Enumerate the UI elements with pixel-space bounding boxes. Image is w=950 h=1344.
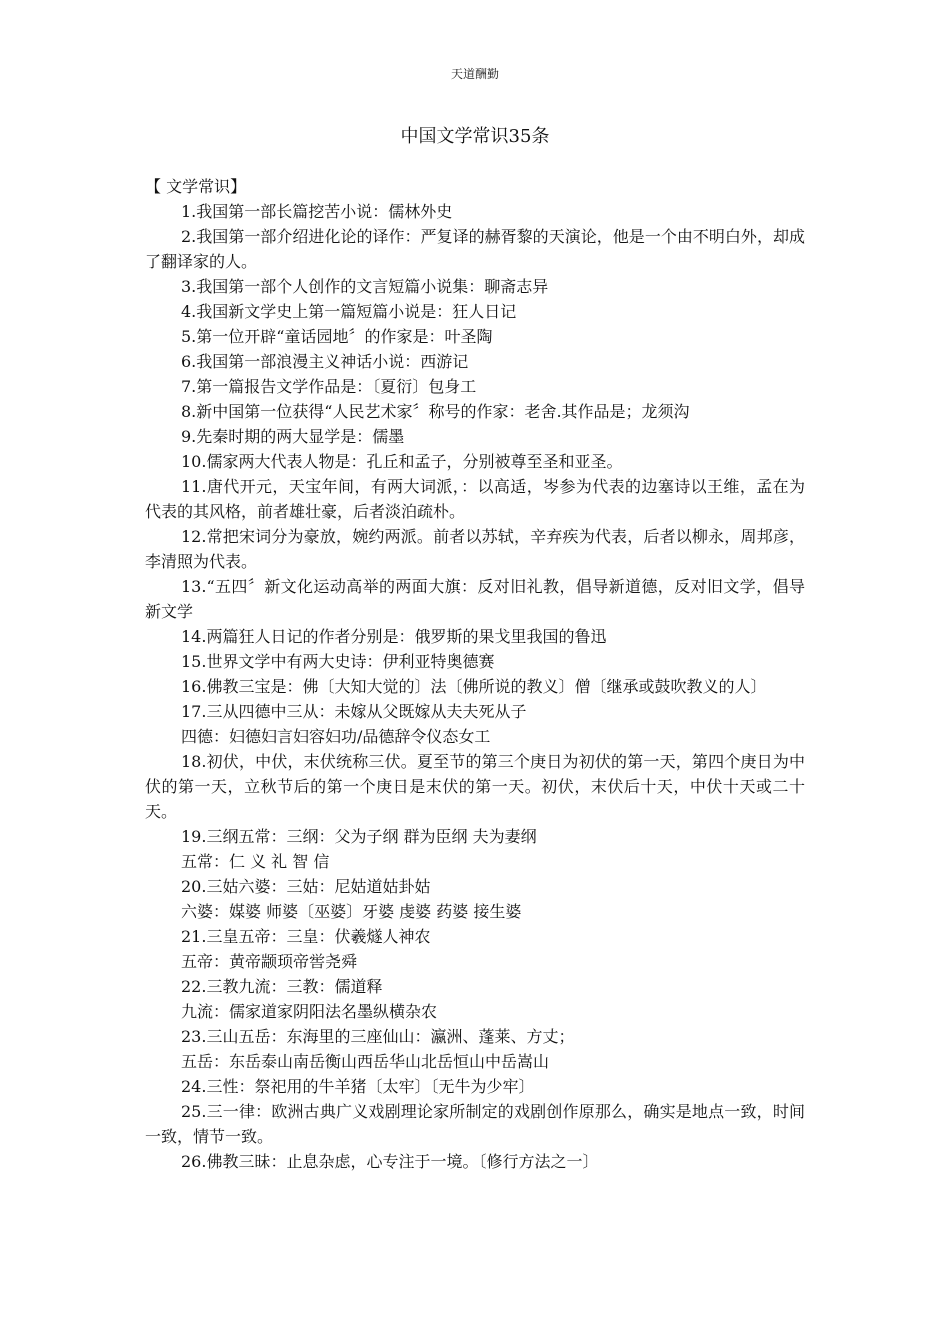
list-item: 六婆：媒婆 师婆〔巫婆〕牙婆 虔婆 药婆 接生婆 [181, 902, 522, 921]
list-item: 4.我国新文学史上第一篇短篇小说是：狂人日记 [181, 302, 517, 321]
list-item: 8.新中国第一位获得“人民艺术家〞称号的作家：老舍.其作品是；龙须沟 [181, 402, 690, 421]
list-item: 16.佛教三宝是：佛〔大知大觉的〕法〔佛所说的教义〕僧〔继承或鼓吹教义的人〕 [181, 677, 767, 696]
page-header: 天道酬勤 [450, 67, 499, 81]
list-item: 6.我国第一部浪漫主义神话小说：西游记 [181, 352, 469, 371]
list-item: 11.唐代开元，天宝年间，有两大词派，：以高适，岑参为代表的边塞诗以王维，孟在为代表的其风格，前者雄壮豪，后者淡泊疏朴。 [145, 477, 805, 521]
list-item: 23.三山五岳：东海里的三座仙山：瀛洲、蓬莱、方丈； [181, 1027, 575, 1046]
list-item: 五帝：黄帝颛顼帝喾尧舜 [181, 952, 358, 971]
list-item: 九流：儒家道家阴阳法名墨纵横杂农 [181, 1002, 438, 1021]
list-item: 13.“五四〞新文化运动高举的两面大旗：反对旧礼教，倡导新道德，反对旧文学，倡导新文学 [145, 577, 805, 621]
list-item: 3.我国第一部个人创作的文言短篇小说集：聊斋志异 [181, 277, 549, 296]
list-item: 19.三纲五常：三纲：父为子纲 群为臣纲 夫为妻纲 [181, 827, 537, 846]
list-item: 15.世界文学中有两大史诗：伊利亚特奥德赛 [181, 652, 495, 671]
section-label: 【 文学常识】 [145, 177, 247, 196]
list-item: 9.先秦时期的两大显学是：儒墨 [181, 427, 405, 446]
list-item: 12.常把宋词分为豪放，婉约两派。前者以苏轼，辛弃疾为代表，后者以柳永，周邦彦，李清照为代表。 [145, 527, 805, 571]
list-item: 17.三从四德中三从：未嫁从父既嫁从夫夫死从子 [181, 702, 527, 721]
list-item: 18.初伏，中伏，末伏统称三伏。夏至节的第三个庚日为初伏的第一天，第四个庚日为中伏的第一天，立秋节后的第一个庚日是末伏的第一天。初伏，末伏后十天，中伏十天或二十天。 [145, 752, 805, 821]
list-item: 26.佛教三昧：止息杂虑，心专注于一境。〔修行方法之一〕 [181, 1152, 599, 1171]
list-item: 20.三姑六婆：三姑：尼姑道姑卦姑 [181, 877, 431, 896]
document-title: 中国文学常识35条 [400, 126, 550, 147]
list-item: 7.第一篇报告文学作品是：〔夏衍〕包身工 [181, 377, 477, 396]
list-item: 22.三教九流：三教：儒道释 [181, 977, 383, 996]
list-item: 五岳：东岳泰山南岳衡山西岳华山北岳恒山中岳嵩山 [181, 1052, 550, 1071]
list-item: 四德：妇德妇言妇容妇功/品德辞令仪态女工 [181, 727, 491, 746]
list-item: 2.我国第一部介绍进化论的译作：严复译的赫胥黎的天演论，他是一个由不明白外，却成了翻译家的人。 [145, 227, 805, 271]
list-item: 五常：仁 义 礼 智 信 [181, 852, 330, 871]
list-item: 5.第一位开辟“童话园地〞的作家是：叶圣陶 [181, 327, 493, 346]
list-item: 25.三一律：欧洲古典广义戏剧理论家所制定的戏剧创作原那么，确实是地点一致，时间一致，情节一致。 [145, 1102, 805, 1146]
list-item: 24.三性：祭祀用的牛羊猪〔太牢〕〔无牛为少牢〕 [181, 1077, 535, 1096]
document-body [145, 174, 805, 1174]
list-item: 14.两篇狂人日记的作者分别是：俄罗斯的果戈里我国的鲁迅 [181, 627, 607, 646]
list-item: 1.我国第一部长篇挖苦小说：儒林外史 [181, 202, 453, 221]
list-item: 21.三皇五帝：三皇：伏羲燧人神农 [181, 927, 431, 946]
item-list [145, 199, 805, 1174]
list-item: 10.儒家两大代表人物是：孔丘和孟子，分别被尊至圣和亚圣。 [181, 452, 623, 471]
